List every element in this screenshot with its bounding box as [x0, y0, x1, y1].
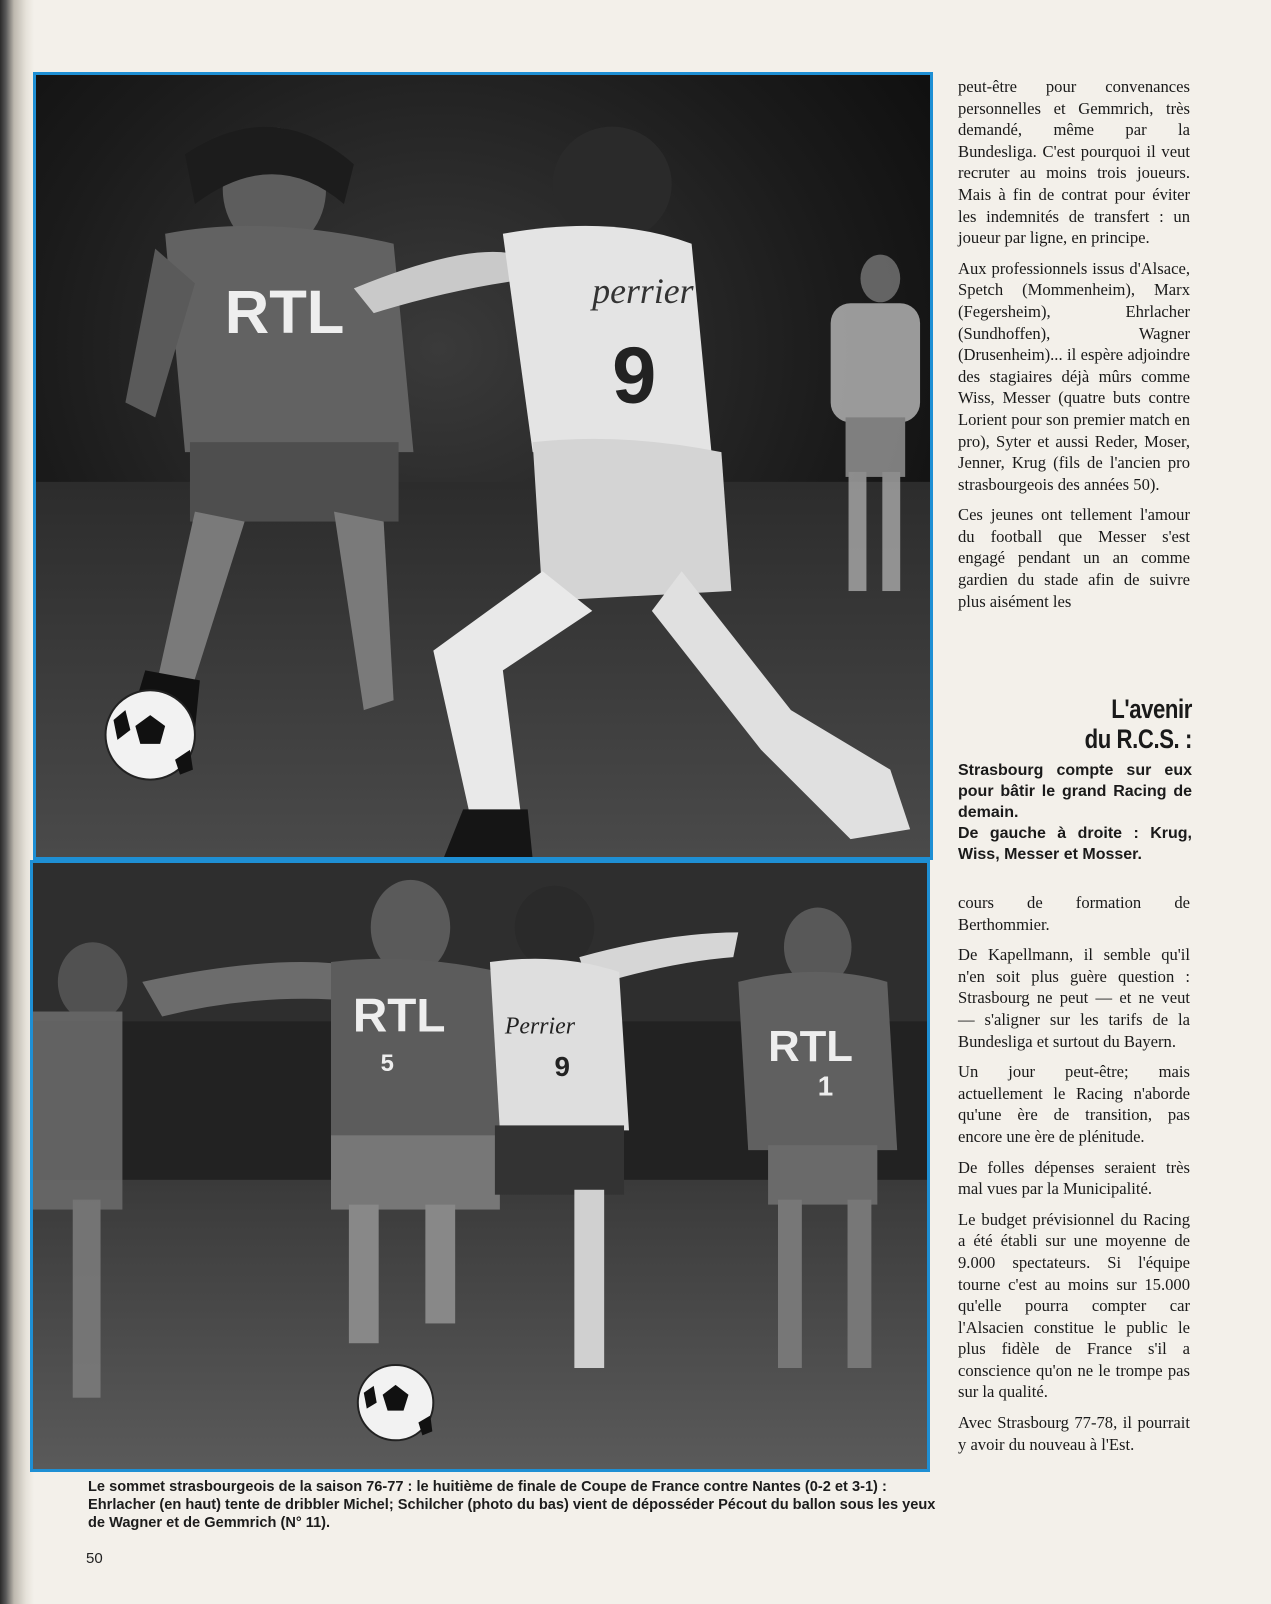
paragraph: De Kapellmann, il semble qu'il n'en soit plus guère question : Strasbourg ne peut — et ne veut — s'aligner sur les tarifs de la Bundesliga et surtout du Bayern.	[958, 945, 1190, 1051]
photo-caption: Le sommet strasbourgeois de la saison 76-77 : le huitième de finale de Coupe de France contre Nantes (0-2 et 3-1) : Ehrlacher (en haut) tente de dribbler Michel; Schilcher (photo du bas) vient de déposséder Pécout du ballon sous les yeux de Wagner et de Gemmrich (N° 11).	[88, 1479, 936, 1531]
svg-text:9: 9	[612, 330, 657, 420]
svg-text:1: 1	[817, 1070, 834, 1102]
svg-text:RTL: RTL	[224, 278, 345, 348]
inset-text-1: Strasbourg compte sur eux pour bâtir le grand Racing de demain.	[958, 762, 1192, 821]
paragraph: De folles dépenses seraient très mal vues par la Municipalité.	[958, 1157, 1190, 1199]
top-match-photo	[33, 72, 933, 860]
svg-text:RTL: RTL	[352, 989, 446, 1043]
football	[106, 690, 195, 779]
inset-title-line-2: du R.C.S. :	[1084, 724, 1192, 754]
paragraph: Ces jeunes ont tellement l'amour du football que Messer s'est engagé pendant un an comme gardien du stade afin de suivre plus aisément les	[958, 505, 1190, 611]
svg-text:perrier: perrier	[592, 271, 694, 312]
inset-text-2: De gauche à droite : Krug, Wiss, Messer et Mosser.	[958, 825, 1192, 863]
paragraph: Avec Strasbourg 77-78, il pourrait y avoir du nouveau à l'Est.	[958, 1413, 1190, 1454]
article-column-bottom	[958, 892, 1190, 1464]
paragraph: Un jour peut-être; mais actuellement le Racing n'aborde qu'une ère de transition, pas encore une ère de plénitude.	[958, 1062, 1190, 1146]
page-binding-shadow	[0, 0, 34, 1604]
bottom-photo-illustration	[33, 863, 927, 1469]
svg-text:Perrier: Perrier	[504, 1013, 576, 1040]
paragraph: cours de formation de Berthommier.	[958, 893, 1190, 934]
inset-box	[958, 694, 1192, 865]
article-column-top	[958, 76, 1190, 621]
top-photo-illustration	[36, 75, 930, 857]
paragraph: Le budget prévisionnel du Racing a été établi sur une moyenne de 9.000 spectateurs. Si l'équipe tourne c'est au moins sur 15.000 qu'elle pourra compter car l'Alsacien constitue le public le plus fidèle de France s'il a conscience qu'on ne le trompe pas sur la qualité.	[958, 1209, 1190, 1402]
page-number: 50	[86, 1550, 103, 1567]
svg-text:9: 9	[554, 1050, 570, 1082]
paragraph: peut-être pour convenances personnelles et Gemmrich, très demandé, même par la Bundesliga. C'est pourquoi il veut recruter au moins trois joueurs. Mais à fin de contrat pour éviter les indemnités de transfert : un joueur par ligne, en principe.	[958, 77, 1190, 248]
bottom-match-photo	[30, 860, 930, 1472]
paragraph: Aux professionnels issus d'Alsace, Spetch (Mommenheim), Marx (Fegersheim), Ehrlacher (Sundhoffen), Wagner (Drusenheim)... il espère adjoindre des stagiaires déjà mûrs comme Wiss, Messer (quatre buts contre Lorient pour son premier match en pro), Syter et aussi Reder, Moser, Jenner, Krug (fils de l'ancien pro strasbourgeois des années 50).	[958, 258, 1190, 494]
inset-title-line-1: L'avenir	[1111, 694, 1192, 724]
football	[358, 1365, 433, 1440]
svg-text:5: 5	[380, 1049, 394, 1077]
svg-text:RTL: RTL	[768, 1023, 854, 1072]
